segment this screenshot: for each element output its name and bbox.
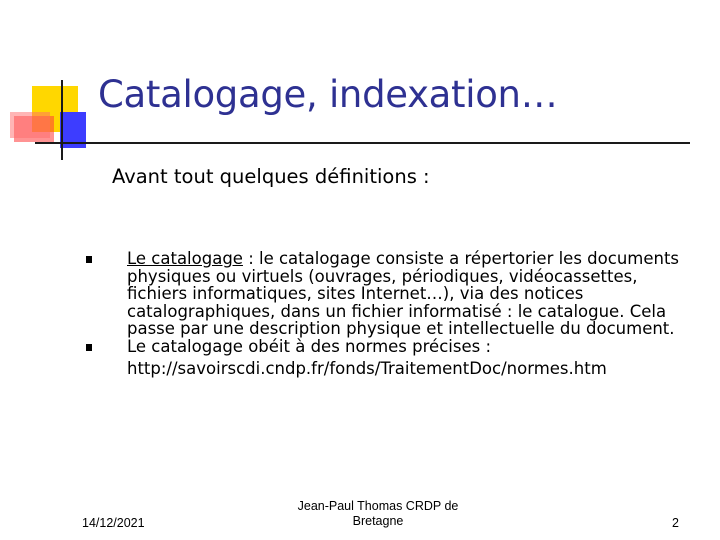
bullet-item-definition (86, 250, 696, 338)
footer-author-line1: Jean-Paul Thomas CRDP de (297, 499, 459, 513)
bullet-list (86, 250, 696, 380)
definition-text: : le catalogage consiste a répertorier les documents physiques ou virtuels (ouvrages, périodiques, vidéocassettes, fichiers informatiques, sites Internet…), via des notices catalographiques, dans un fichier informatisé : le catalogue. Cela passe par une description physique et intellectuelle du document. (127, 249, 680, 338)
bullet-square-icon (86, 256, 92, 263)
norms-url: http://savoirscdi.cndp.fr/fonds/TraitementDoc/normes.htm (127, 359, 607, 378)
bullet-item-norms (86, 338, 696, 381)
title-divider (35, 142, 690, 144)
definition-term: Le catalogage (127, 249, 243, 268)
norms-text: Le catalogage obéit à des normes précises : (127, 336, 491, 356)
footer-author-line2: Bretagne (352, 514, 404, 528)
decorative-squares-logo (0, 0, 100, 170)
slide-title: Catalogage, indexation… (98, 73, 558, 116)
footer-author (270, 499, 486, 529)
footer-date: 14/12/2021 (82, 516, 145, 530)
footer-page-number: 2 (672, 516, 679, 530)
intro-text: Avant tout quelques définitions : (112, 165, 430, 188)
bullet-square-icon (86, 344, 92, 351)
